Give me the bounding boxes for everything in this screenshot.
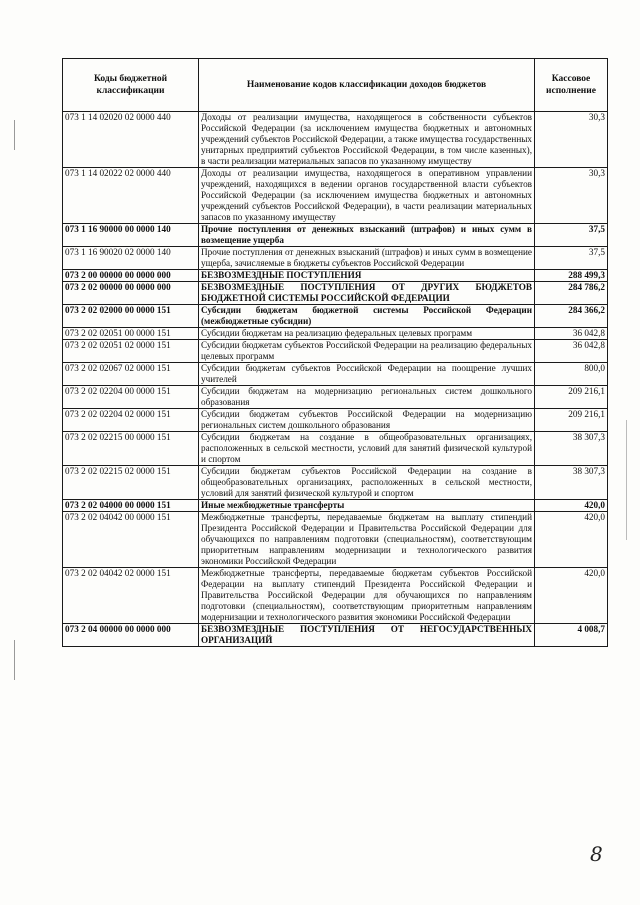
row-amount: 420,0 — [535, 500, 608, 512]
scan-mark — [14, 640, 15, 680]
page-number: 8 — [590, 842, 603, 866]
table-row — [63, 512, 608, 568]
row-amount: 38 307,3 — [535, 466, 608, 500]
row-name: Прочие поступления от денежных взысканий (штрафов) и иных сумм в возмещение ущерба — [199, 224, 535, 247]
row-amount: 38 307,3 — [535, 432, 608, 466]
header-codes: Коды бюджетной классификации — [63, 59, 199, 112]
row-code: 073 2 02 02204 02 0000 151 — [63, 409, 199, 432]
table-row — [63, 409, 608, 432]
row-code: 073 2 04 00000 00 0000 000 — [63, 624, 199, 647]
row-code: 073 2 02 02215 02 0000 151 — [63, 466, 199, 500]
row-name: Доходы от реализации имущества, находящегося в оперативном управлении учреждений, находящихся в ведении органов государственной власти субъектов Российской Федерации (за исключением имущества бюджетных и автономных учреждений субъектов Российской Федерации), в части реализации материальных запасов по указанному имуществу — [199, 168, 535, 224]
row-name: БЕЗВОЗМЕЗДНЫЕ ПОСТУПЛЕНИЯ ОТ НЕГОСУДАРСТВЕННЫХ ОРГАНИЗАЦИЙ — [199, 624, 535, 647]
row-code: 073 2 02 04042 00 0000 151 — [63, 512, 199, 568]
row-code: 073 2 02 02051 00 0000 151 — [63, 328, 199, 340]
table-row — [63, 432, 608, 466]
row-amount: 420,0 — [535, 512, 608, 568]
row-amount: 288 499,3 — [535, 270, 608, 282]
row-amount: 284 366,2 — [535, 305, 608, 328]
row-amount: 209 216,1 — [535, 386, 608, 409]
row-code: 073 2 02 02215 00 0000 151 — [63, 432, 199, 466]
row-code: 073 2 02 04000 00 0000 151 — [63, 500, 199, 512]
table-row — [63, 112, 608, 168]
table-row — [63, 340, 608, 363]
row-name: Субсидии бюджетам субъектов Российской Федерации на реализацию федеральных целевых программ — [199, 340, 535, 363]
table-row — [63, 270, 608, 282]
row-name: Субсидии бюджетам бюджетной системы Российской Федерации (межбюджетные субсидии) — [199, 305, 535, 328]
row-code: 073 1 16 90020 02 0000 140 — [63, 247, 199, 270]
row-name: БЕЗВОЗМЕЗДНЫЕ ПОСТУПЛЕНИЯ ОТ ДРУГИХ БЮДЖЕТОВ БЮДЖЕТНОЙ СИСТЕМЫ РОССИЙСКОЙ ФЕДЕРАЦИИ — [199, 282, 535, 305]
table-header-row — [63, 59, 608, 112]
row-name: Межбюджетные трансферты, передаваемые бюджетам субъектов Российской Федерации на выплату стипендий Президента Российской Федерации и Правительства Российской Федерации для обучающихся по направлениям подготовки (специальностям), соответствующим приоритетным направлениям модернизации и технологического развития экономики Российской Федерации — [199, 568, 535, 624]
row-name: Субсидии бюджетам субъектов Российской Федерации на модернизацию региональных систем дошкольного образования — [199, 409, 535, 432]
row-amount: 30,3 — [535, 168, 608, 224]
table-row — [63, 363, 608, 386]
row-code: 073 2 02 00000 00 0000 000 — [63, 282, 199, 305]
row-name: Субсидии бюджетам субъектов Российской Федерации на поощрение лучших учителей — [199, 363, 535, 386]
table-row — [63, 624, 608, 647]
row-amount: 800,0 — [535, 363, 608, 386]
row-code: 073 1 14 02022 02 0000 440 — [63, 168, 199, 224]
row-name: Прочие поступления от денежных взысканий (штрафов) и иных сумм в возмещение ущерба, зачисляемые в бюджеты субъектов Российской Федерации — [199, 247, 535, 270]
row-name: Субсидии бюджетам на модернизацию региональных систем дошкольного образования — [199, 386, 535, 409]
table-row — [63, 247, 608, 270]
table-row — [63, 282, 608, 305]
table-row — [63, 466, 608, 500]
row-code: 073 2 02 04042 02 0000 151 — [63, 568, 199, 624]
table-row — [63, 568, 608, 624]
row-amount: 4 008,7 — [535, 624, 608, 647]
row-name: БЕЗВОЗМЕЗДНЫЕ ПОСТУПЛЕНИЯ — [199, 270, 535, 282]
row-code: 073 1 14 02020 02 0000 440 — [63, 112, 199, 168]
row-amount: 36 042,8 — [535, 340, 608, 363]
header-amount: Кассовое исполнение — [535, 59, 608, 112]
table-row — [63, 224, 608, 247]
table-row — [63, 305, 608, 328]
budget-table — [62, 58, 608, 647]
row-name: Субсидии бюджетам на создание в общеобразовательных организациях, расположенных в сельской местности, условий для занятий физической культурой и спортом — [199, 432, 535, 466]
row-amount: 36 042,8 — [535, 328, 608, 340]
row-code: 073 2 00 00000 00 0000 000 — [63, 270, 199, 282]
row-name: Субсидии бюджетам субъектов Российской Федерации на создание в общеобразовательных организациях, расположенных в сельской местности, условий для занятий физической культурой и спортом — [199, 466, 535, 500]
row-amount: 30,3 — [535, 112, 608, 168]
scan-mark — [14, 120, 15, 150]
row-code: 073 2 02 02067 02 0000 151 — [63, 363, 199, 386]
row-amount: 37,5 — [535, 224, 608, 247]
row-name: Субсидии бюджетам на реализацию федеральных целевых программ — [199, 328, 535, 340]
row-name: Доходы от реализации имущества, находящегося в собственности субъектов Российской Федерации (за исключением имущества бюджетных и автономных учреждений субъектов Российской Федерации, а также имущества государственных унитарных предприятий субъектов Российской Федерации, в том числе казенных), в части реализации материальных запасов по указанному имуществу — [199, 112, 535, 168]
row-code: 073 2 02 02204 00 0000 151 — [63, 386, 199, 409]
row-code: 073 1 16 90000 00 0000 140 — [63, 224, 199, 247]
row-amount: 420,0 — [535, 568, 608, 624]
row-code: 073 2 02 02000 00 0000 151 — [63, 305, 199, 328]
row-name: Иные межбюджетные трансферты — [199, 500, 535, 512]
row-name: Межбюджетные трансферты, передаваемые бюджетам на выплату стипендий Президента Российской Федерации и Правительства Российской Федерации для обучающихся по направлениям подготовки (специальностям), соответствующим приоритетным направлениям модернизации и технологического развития экономики Российской Федерации — [199, 512, 535, 568]
row-code: 073 2 02 02051 02 0000 151 — [63, 340, 199, 363]
table-row — [63, 386, 608, 409]
table-row — [63, 500, 608, 512]
header-name: Наименование кодов классификации доходов бюджетов — [199, 59, 535, 112]
scan-mark — [626, 420, 627, 540]
table-row — [63, 168, 608, 224]
table-row — [63, 328, 608, 340]
row-amount: 209 216,1 — [535, 409, 608, 432]
row-amount: 37,5 — [535, 247, 608, 270]
row-amount: 284 786,2 — [535, 282, 608, 305]
